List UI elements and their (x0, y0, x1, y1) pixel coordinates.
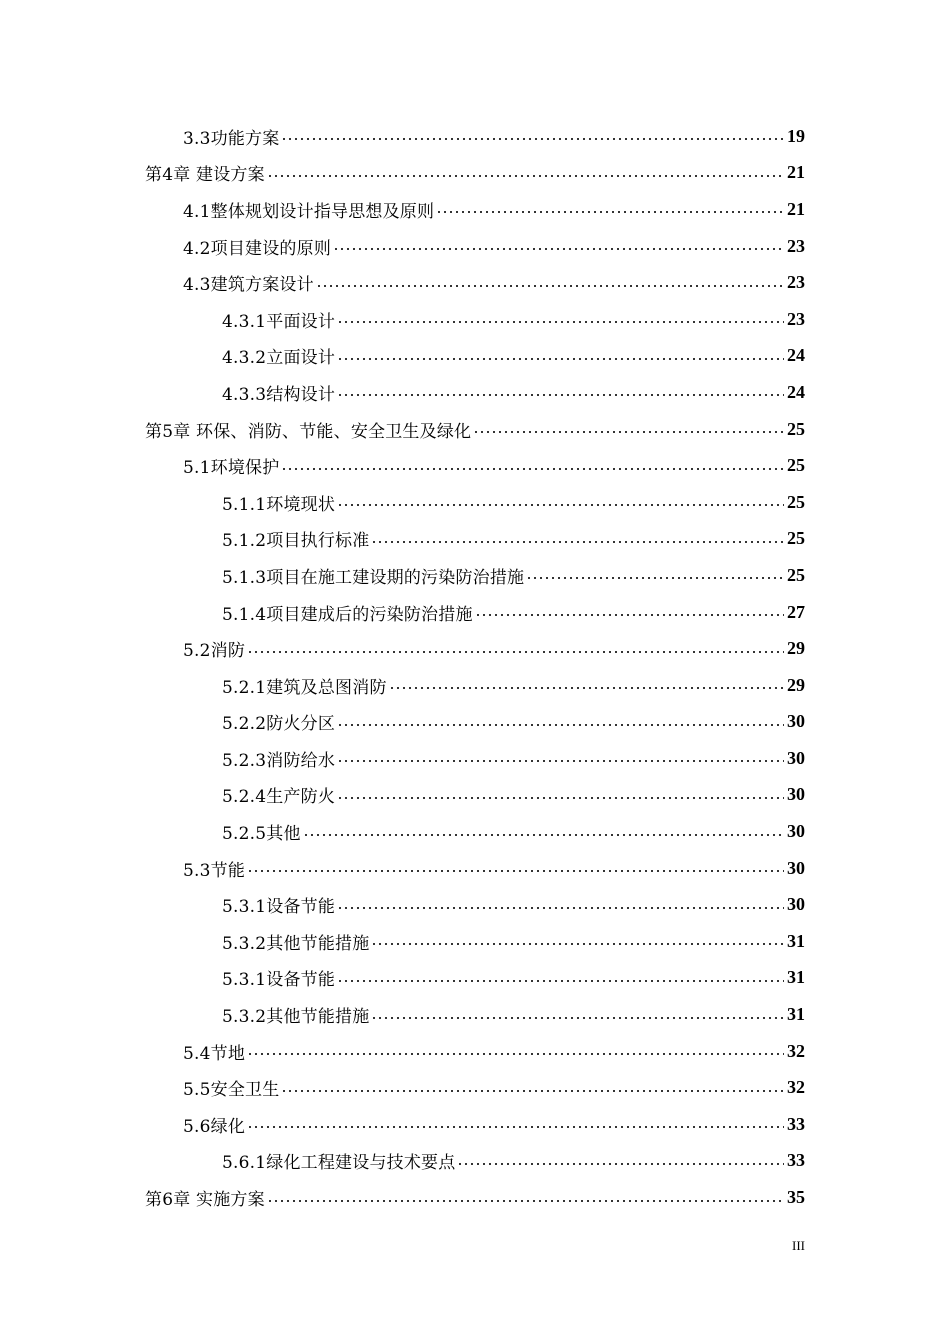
toc-entry[interactable] (0, 1069, 950, 1106)
toc-dot-leader (337, 504, 784, 506)
toc-entry[interactable] (0, 996, 950, 1033)
toc-entry[interactable] (0, 155, 950, 192)
toc-dot-leader (247, 870, 784, 872)
toc-dot-leader (337, 358, 784, 360)
toc-entry[interactable] (0, 1143, 950, 1180)
toc-entry[interactable] (0, 777, 950, 814)
toc-entry-title: 5.6绿化 (183, 1116, 246, 1137)
toc-dot-leader (281, 1090, 784, 1092)
toc-entry[interactable] (0, 704, 950, 741)
toc-entry-title: 5.2.3消防给水 (222, 750, 336, 771)
toc-entry-page: 25 (787, 418, 805, 439)
toc-dot-leader (281, 138, 784, 140)
toc-entry-page: 30 (787, 784, 805, 805)
toc-entry[interactable] (0, 374, 950, 411)
toc-entry[interactable] (0, 484, 950, 521)
toc-entry-title: 4.2项目建设的原则 (183, 238, 332, 259)
toc-entry-title: 5.5安全卫生 (183, 1080, 280, 1101)
toc-entry-title: 第5章 环保、消防、节能、安全卫生及绿化 (145, 421, 472, 442)
toc-entry[interactable] (0, 1179, 950, 1216)
toc-entry[interactable] (0, 667, 950, 704)
toc-dot-leader (337, 797, 784, 799)
toc-entry-page: 19 (787, 125, 805, 146)
toc-dot-leader (389, 687, 784, 689)
toc-entry[interactable] (0, 191, 950, 228)
toc-entry[interactable] (0, 447, 950, 484)
toc-entry-page: 30 (787, 711, 805, 732)
toc-entry[interactable] (0, 1106, 950, 1143)
toc-entry[interactable] (0, 923, 950, 960)
toc-entry[interactable] (0, 850, 950, 887)
toc-entry-page: 23 (787, 272, 805, 293)
toc-entry[interactable] (0, 813, 950, 850)
toc-dot-leader (303, 834, 784, 836)
toc-entry[interactable] (0, 960, 950, 997)
toc-entry[interactable] (0, 118, 950, 155)
toc-dot-leader (457, 1163, 784, 1165)
toc-dot-leader (337, 394, 784, 396)
toc-entry-title: 5.4节地 (183, 1043, 246, 1064)
toc-entry-title: 第4章 建设方案 (145, 165, 265, 186)
toc-entry-title: 4.3.2立面设计 (222, 348, 336, 369)
toc-entry-page: 25 (787, 455, 805, 476)
toc-dot-leader (436, 211, 784, 213)
toc-entry-title: 3.3功能方案 (183, 128, 280, 149)
page-number: III (792, 1238, 805, 1253)
toc-entry-page: 33 (787, 1150, 805, 1171)
toc-dot-leader (247, 1053, 784, 1055)
toc-entry[interactable] (0, 630, 950, 667)
toc-entry-page: 32 (787, 1040, 805, 1061)
toc-entry-title: 5.2消防 (183, 641, 246, 662)
toc-dot-leader (247, 1126, 784, 1128)
toc-dot-leader (371, 541, 784, 543)
toc-entry[interactable] (0, 1033, 950, 1070)
toc-dot-leader (267, 175, 784, 177)
toc-entry-page: 25 (787, 491, 805, 512)
toc-entry-page: 30 (787, 894, 805, 915)
toc-entry-page: 31 (787, 1004, 805, 1025)
toc-entry-page: 25 (787, 564, 805, 585)
toc-entry-title: 4.3建筑方案设计 (183, 275, 314, 296)
toc-entry-title: 5.2.2防火分区 (222, 714, 336, 735)
toc-entry[interactable] (0, 228, 950, 265)
toc-entry-page: 31 (787, 967, 805, 988)
toc-entry-title: 4.1整体规划设计指导思想及原则 (183, 201, 435, 222)
toc-entry-page: 29 (787, 638, 805, 659)
toc-entry-title: 5.2.4生产防火 (222, 787, 336, 808)
toc-entry[interactable] (0, 594, 950, 631)
toc-entry-page: 21 (787, 198, 805, 219)
toc-entry-title: 5.1.3项目在施工建设期的污染防治措施 (222, 567, 525, 588)
toc-entry-page: 30 (787, 747, 805, 768)
toc-entry-title: 5.3.1设备节能 (222, 897, 336, 918)
toc-entry-title: 5.1.2项目执行标准 (222, 531, 370, 552)
toc-entry-title: 4.3.3结构设计 (222, 384, 336, 405)
toc-entry-page: 27 (787, 601, 805, 622)
toc-entry-page: 24 (787, 345, 805, 366)
toc-dot-leader (337, 980, 784, 982)
toc-entry-page: 32 (787, 1077, 805, 1098)
toc-dot-leader (247, 651, 784, 653)
toc-entry-title: 第6章 实施方案 (145, 1190, 265, 1211)
toc-entry-page: 30 (787, 857, 805, 878)
toc-entry-title: 5.3节能 (183, 860, 246, 881)
toc-entry-page: 35 (787, 1187, 805, 1208)
toc-entry[interactable] (0, 338, 950, 375)
toc-entry-title: 5.1.4项目建成后的污染防治措施 (222, 604, 473, 625)
toc-dot-leader (337, 724, 784, 726)
toc-dot-leader (267, 1200, 784, 1202)
toc-entry-title: 5.1.1环境现状 (222, 494, 336, 515)
toc-entry-page: 30 (787, 821, 805, 842)
toc-entry-page: 24 (787, 381, 805, 402)
toc-entry[interactable] (0, 886, 950, 923)
toc-dot-leader (526, 577, 784, 579)
toc-entry-title: 5.1环境保护 (183, 458, 280, 479)
toc-dot-leader (337, 907, 784, 909)
toc-dot-leader (473, 431, 784, 433)
toc-entry-title: 5.3.2其他节能措施 (222, 933, 370, 954)
toc-entry-page: 31 (787, 930, 805, 951)
toc-dot-leader (337, 321, 784, 323)
toc-entry-title: 4.3.1平面设计 (222, 311, 336, 332)
toc-entry-page: 23 (787, 235, 805, 256)
toc-dot-leader (475, 614, 784, 616)
toc-entry-page: 21 (787, 162, 805, 183)
toc-entry[interactable] (0, 521, 950, 558)
toc-entry-title: 5.2.5其他 (222, 824, 301, 845)
toc-entry[interactable] (0, 264, 950, 301)
toc-entry-page: 23 (787, 308, 805, 329)
toc-dot-leader (281, 468, 784, 470)
toc-dot-leader (337, 760, 784, 762)
toc-entry-page: 33 (787, 1113, 805, 1134)
toc-entry-title: 5.3.1设备节能 (222, 970, 336, 991)
toc-dot-leader (316, 285, 784, 287)
toc-dot-leader (371, 943, 784, 945)
table-of-contents (0, 118, 950, 1216)
toc-entry-title: 5.3.2其他节能措施 (222, 1007, 370, 1028)
toc-entry[interactable] (0, 557, 950, 594)
toc-entry-page: 29 (787, 674, 805, 695)
toc-dot-leader (333, 248, 784, 250)
toc-entry-title: 5.6.1绿化工程建设与技术要点 (222, 1153, 456, 1174)
toc-entry[interactable] (0, 740, 950, 777)
toc-entry[interactable] (0, 301, 950, 338)
toc-entry-page: 25 (787, 528, 805, 549)
toc-entry-title: 5.2.1建筑及总图消防 (222, 677, 387, 698)
toc-dot-leader (371, 1017, 784, 1019)
toc-entry[interactable] (0, 411, 950, 448)
